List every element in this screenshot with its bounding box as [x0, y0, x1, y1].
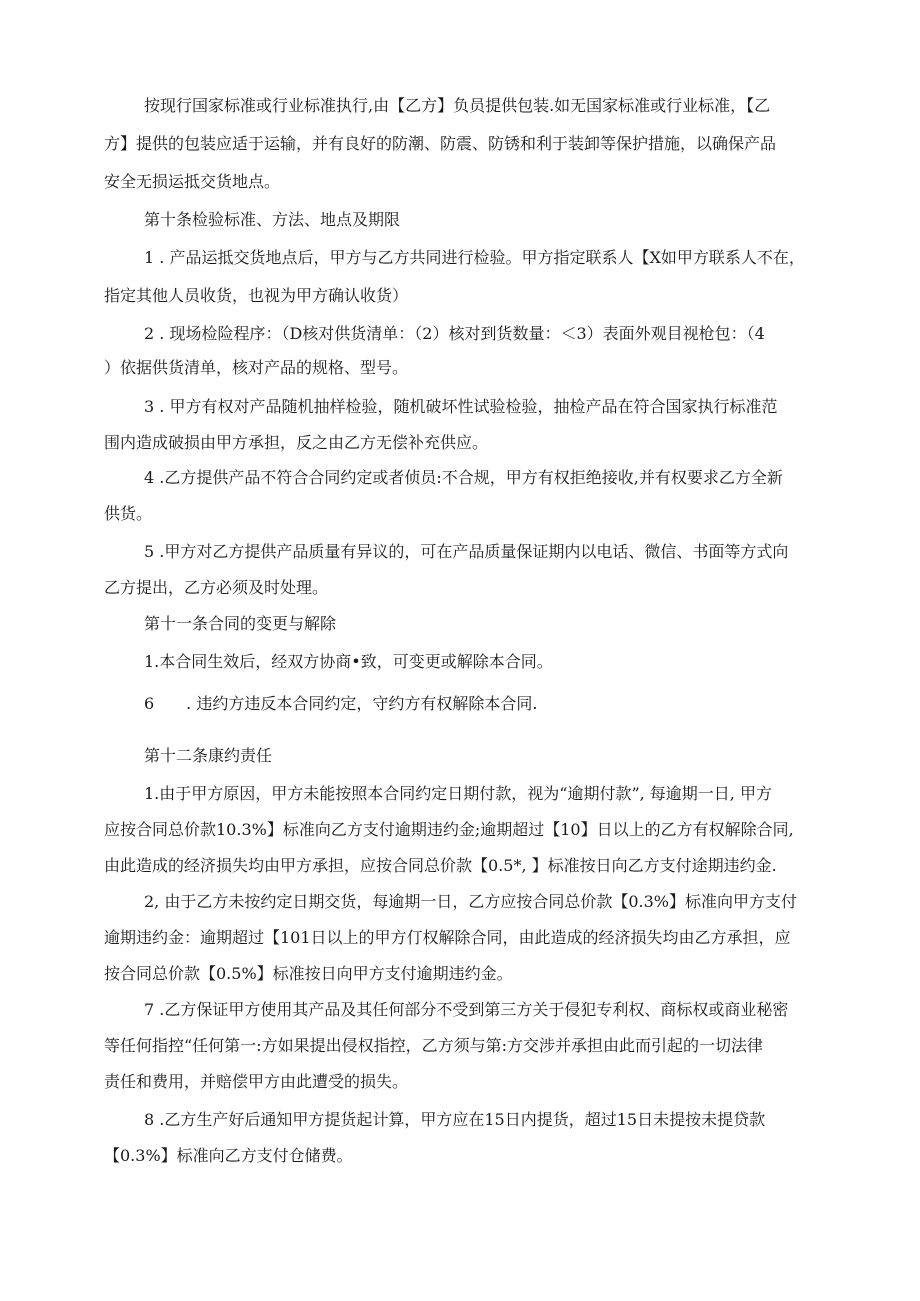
section-heading-11: 第十一条合同的变更与解除 — [144, 614, 337, 633]
text-line: 乙方提出，乙方必须及时处理。 — [104, 578, 329, 597]
text-line: 5 .甲方对乙方提供产品质量有异议的，可在产品质量保证期内以电话、微信、书面等方式向 — [144, 542, 789, 561]
text-line: 等任何指控“任何第一:方如果提出侵权指控，乙方须与第:方交涉并承担由此而引起的一切法律 — [104, 1036, 763, 1055]
text-line: 2, 由于乙方未按约定日期交货，每逾期一日，乙方应按合同总价款【0.3%】标准向甲方支付 — [144, 892, 798, 911]
text-line: 4 .乙方提供产品不符合合同约定或者侦员:不合规，甲方有权拒绝接收,并有权要求乙方全新 — [144, 468, 783, 487]
text-line: 1 . 产品运抵交货地点后，甲方与乙方共同进行检验。甲方指定联系人【X如甲方联系人不在， — [144, 248, 805, 267]
text-line: 按合同总价款【0.5%】标准按日向甲方支付逾期违约金。 — [104, 964, 513, 983]
text-line: 逾期违约金：逾期超过【101日以上的甲方仃权解除合同，由此造成的经济损失均由乙方承担，应 — [104, 928, 791, 947]
text-line: 围内造成破损由甲方承担，反之由乙方无偿补充供应。 — [104, 433, 489, 452]
text-line: 责任和费用，并赔偿甲方由此遭受的损失。 — [104, 1072, 409, 1091]
text-line: 3 . 甲方有权对产品随机抽样检验，随机破坏性试验检验，抽检产品在符合国家执行标准范 — [144, 397, 778, 416]
text-line: ）依据供货清单，核对产品的规格、型号。 — [104, 358, 409, 377]
text-line: 1.由于甲方原因，甲方未能按照本合同约定日期付款，视为“逾期付款”, 每逾期一日, 甲方 — [144, 784, 772, 803]
section-heading-10: 第十条检验标准、方法、地点及期限 — [144, 210, 401, 229]
text-line: 应按合同总价款10.3%】标准向乙方支付逾期违约金;逾期超过【10】日以上的乙方有权解除合同, — [104, 820, 794, 839]
section-heading-12: 第十二条康约责任 — [144, 746, 273, 765]
text-line: 供货。 — [104, 504, 153, 523]
text-line: 8 .乙方生产好后通知甲方提货起计算，甲方应在15日内提货，超过15日未提按未提贷款 — [144, 1110, 766, 1129]
text-line: 7 .乙方保证甲方使用其产品及其任何部分不受到第三方关于侵犯专利权、商标权或商业秘密 — [144, 1000, 789, 1019]
text-line: 2 . 现场检险程序：（D核对供货清单：（2）核对到货数量：＜3）表面外观目视枪包：（4 — [144, 324, 765, 343]
text-line: 【0.3%】标准向乙方支付仓储费。 — [104, 1146, 353, 1165]
text-line: 安全无损运抵交货地点。 — [104, 172, 281, 191]
text-line: 指定其他人员收货，也视为甲方确认收货） — [104, 286, 409, 305]
text-line: 由此造成的经济损失均由甲方承担，应按合同总价款【0.5*, 】标准按日向乙方支付途期违约金. — [104, 856, 777, 875]
text-line: 方】提供的包装应适于运输，并有良好的防潮、防震、防锈和利于装卸等保护措施，以确保产品 — [104, 134, 777, 153]
text-line: 按现行国家标准或行业标准执行,由【乙方】负员提供包装.如无国家标准或行业标准，【乙 — [144, 96, 771, 115]
paragraph-11-2: 6 . 违约方违反本合同约定，守约方有权解除本合同. — [144, 694, 538, 713]
paragraph-11-1: 1.本合同生效后，经双方协商•致，可变更或解除本合同。 — [144, 652, 553, 671]
